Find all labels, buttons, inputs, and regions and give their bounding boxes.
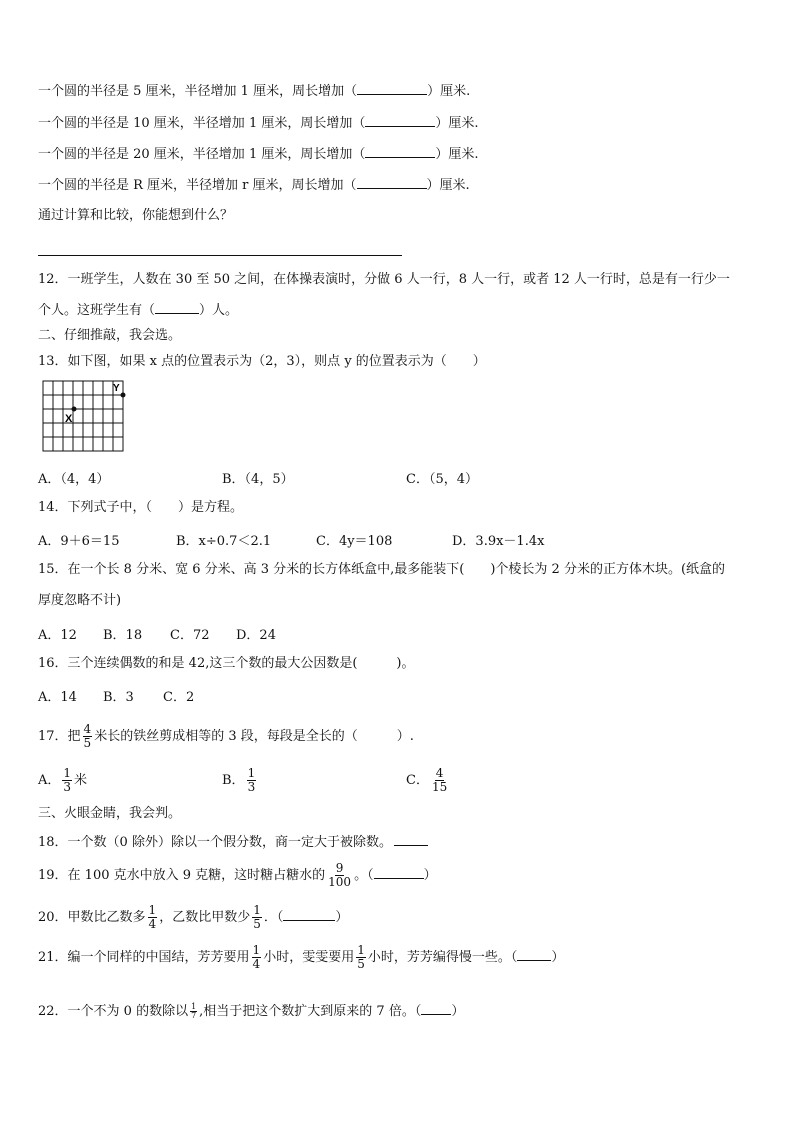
fraction-1-3 — [62, 767, 72, 794]
q13-text: 13．如下图，如果 x 点的位置表示为（2，3），则点 y 的位置表示为（ ） — [38, 354, 486, 369]
q12-line-1: 12．一班学生，人数在 30 至 50 之间，在体操表演时，分做 6 人一行，8 人一行，或者 12 人一行时，总是有一行少一 — [38, 272, 730, 287]
q11-line-4 — [38, 176, 470, 195]
q16-option-c[interactable]: C．2 — [163, 690, 195, 705]
section-2-heading: 二、仔细推敲，我会选。 — [38, 328, 182, 343]
section-3-heading: 三、火眼金睛，我会判。 — [38, 806, 182, 821]
numerator: 1 — [253, 903, 261, 917]
q15-option-a[interactable]: A．12 — [38, 628, 77, 643]
numerator: 1 — [148, 903, 157, 917]
q15-line-1: 15．在一个长 8 分米、宽 6 分米、高 3 分米的长方体纸盒中,最多能装下( )个棱长为 2 分米的正方体木块。(纸盒的 — [38, 562, 726, 577]
option-label: B． — [222, 773, 245, 788]
q21-text — [38, 942, 564, 974]
denominator: 3 — [63, 780, 72, 794]
answer-blank[interactable] — [155, 301, 199, 314]
denominator: 4 — [148, 917, 157, 931]
point-y-label: Y — [113, 383, 120, 394]
q14-text: 14．下列式子中，（ ）是方程。 — [38, 500, 244, 515]
q22-statement-end: ,相当于把这个数扩大到原来的 7 倍。（ — [199, 1004, 422, 1019]
q16-option-b[interactable]: B．3 — [103, 690, 134, 705]
q14-option-b[interactable]: B．x÷0.7＜2.1 — [176, 534, 272, 549]
q17-text — [38, 722, 414, 752]
q12-unit: ）人。 — [199, 303, 239, 318]
q20-statement-mid: ，乙数比甲数少 — [159, 910, 251, 925]
q11-line-4-text: 一个圆的半径是 R 厘米，半径增加 r 厘米，周长增加（ — [38, 178, 357, 193]
option-label: C． — [406, 773, 429, 788]
q13-option-b[interactable]: B．（4，5） — [222, 472, 294, 487]
q17-text-start: 17．把 — [38, 729, 81, 744]
denominator: 5 — [253, 917, 261, 931]
fraction-1-5 — [252, 904, 262, 931]
q14-option-d[interactable]: D．3.9x－1.4x — [452, 534, 545, 549]
q19-text — [38, 860, 437, 892]
q11-line-2-text: 一个圆的半径是 10 厘米，半径增加 1 厘米，周长增加（ — [38, 116, 366, 131]
denominator: 100 — [328, 875, 352, 889]
q12-text: 个人。这班学生有（ — [38, 303, 156, 318]
unit: 米 — [74, 773, 88, 788]
point-x-label: X — [65, 413, 73, 425]
numerator: 1 — [247, 766, 256, 780]
close-paren: ） — [423, 868, 437, 883]
q11-prompt: 通过计算和比较，你能想到什么？ — [38, 208, 234, 223]
numerator: 1 — [63, 766, 72, 780]
fraction-1-4 — [148, 904, 158, 931]
numerator: 9 — [335, 861, 344, 875]
numerator: 4 — [435, 766, 444, 780]
fraction-4-15 — [431, 767, 448, 794]
open-paren: ．（ — [263, 910, 284, 925]
q11-line-3-unit: ）厘米. — [435, 147, 479, 162]
q11-line-2-unit: ）厘米. — [435, 116, 479, 131]
q11-line-3-text: 一个圆的半径是 20 厘米，半径增加 1 厘米，周长增加（ — [38, 147, 366, 162]
numerator: 4 — [83, 722, 92, 736]
coordinate-grid — [42, 380, 128, 456]
answer-blank[interactable] — [374, 866, 424, 879]
close-paren: ） — [335, 910, 349, 925]
q20-statement-start: 20．甲数比乙数多 — [38, 910, 146, 925]
q15-option-b[interactable]: B．18 — [103, 628, 143, 643]
q14-option-c[interactable]: C．4y＝108 — [316, 534, 393, 549]
q17-option-a[interactable] — [38, 766, 87, 796]
answer-blank[interactable] — [421, 1002, 451, 1015]
q17-text-end: 米长的铁丝剪成相等的 3 段，每段是全长的（ ）. — [94, 729, 414, 744]
denominator: 7 — [191, 1011, 197, 1020]
q11-line-1-text: 一个圆的半径是 5 厘米，半径增加 1 厘米，周长增加（ — [38, 84, 358, 99]
q11-line-1-unit: ）厘米. — [427, 84, 471, 99]
denominator: 3 — [247, 780, 256, 794]
close-paren: ） — [551, 950, 565, 965]
q21-statement-mid: 小时，雯雯要用 — [263, 950, 355, 965]
q11-line-4-unit: ）厘米. — [426, 178, 470, 193]
q16-option-a[interactable]: A．14 — [38, 690, 77, 705]
q15-option-d[interactable]: D．24 — [236, 628, 276, 643]
q11-line-3 — [38, 145, 478, 164]
close-paren: ） — [451, 1004, 465, 1019]
q13-option-c[interactable]: C．（5，4） — [406, 472, 478, 487]
q17-option-c[interactable] — [406, 766, 450, 796]
q22-text — [38, 1000, 464, 1024]
q21-statement-end: 小时，芳芳编得慢一些。（ — [367, 950, 518, 965]
answer-blank[interactable] — [365, 114, 435, 127]
q19-statement: 19．在 100 克水中放入 9 克糖，这时糖占糖水的 — [38, 868, 326, 883]
denominator: 15 — [431, 780, 448, 794]
q15-option-c[interactable]: C．72 — [170, 628, 210, 643]
q17-option-b[interactable] — [222, 766, 258, 796]
q21-statement-start: 21．编一个同样的中国结，芳芳要用 — [38, 950, 250, 965]
numerator: 1 — [252, 943, 261, 957]
q22-statement-start: 22．一个不为 0 的数除以 — [38, 1004, 189, 1019]
q13-option-a[interactable]: A．（4，4） — [38, 472, 110, 487]
answer-blank[interactable] — [357, 176, 427, 189]
q11-line-2 — [38, 114, 478, 133]
q20-text — [38, 902, 348, 934]
option-label: A． — [38, 773, 61, 788]
numerator: 1 — [357, 943, 365, 957]
q11-line-1 — [38, 82, 470, 101]
numerator: 1 — [191, 1002, 197, 1011]
answer-blank[interactable] — [517, 948, 551, 961]
fraction-1-5 — [356, 944, 366, 971]
answer-line[interactable] — [38, 255, 402, 256]
q12-line-2 — [38, 301, 238, 320]
fraction-9-100 — [327, 862, 352, 889]
fraction-1-3 — [247, 767, 257, 794]
denominator: 4 — [252, 957, 261, 971]
answer-blank[interactable] — [283, 908, 335, 921]
q15-line-2: 厚度忽略不计) — [38, 593, 122, 608]
open-paren: 。（ — [354, 868, 374, 883]
q14-option-a[interactable]: A．9＋6＝15 — [38, 534, 120, 549]
q18-text — [38, 833, 428, 852]
q16-text: 16．三个连续偶数的和是 42,这三个数的最大公因数是( )。 — [38, 656, 415, 671]
denominator: 5 — [83, 736, 92, 750]
fraction-1-4 — [252, 944, 262, 971]
fraction-1-7 — [190, 1003, 197, 1020]
point-y — [121, 393, 126, 398]
point-x — [72, 407, 77, 412]
denominator: 5 — [357, 957, 365, 971]
answer-blank[interactable] — [394, 833, 428, 846]
q18-statement: 18．一个数（0 除外）除以一个假分数，商一定大于被除数。 — [38, 835, 392, 850]
fraction-4-5 — [83, 723, 93, 750]
answer-blank[interactable] — [357, 82, 427, 95]
answer-blank[interactable] — [365, 145, 435, 158]
